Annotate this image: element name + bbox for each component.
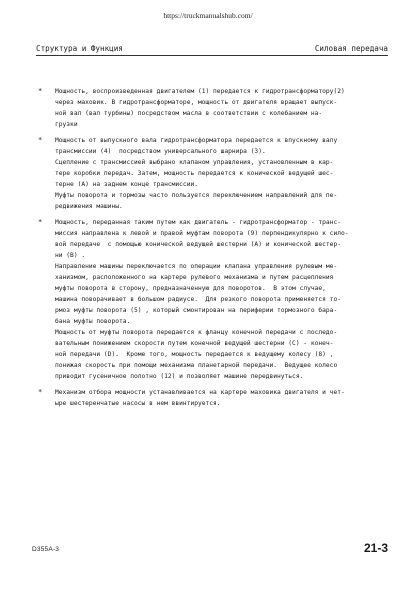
paragraph [0,135,416,212]
bullet-asterisk-icon: * [38,136,43,144]
header-divider [36,55,388,56]
text-line: трансмиссии (4) посредством универсального шарнира (3). [55,148,266,155]
text-line: ной передачи (D). Кроме того, мощность передается к ведущему колесу (8) , [55,351,334,358]
text-line: через маховик. В гидротрансформаторе, мощность от двигателя вращает выпуск- [55,99,338,106]
paragraph [0,217,416,382]
text-line: миссия направлена к левой и правой муфтам поворота (9) перпендикулярно к сило- [55,230,349,237]
text-line: Мощность, переданная таким путем как двигатель - гидротрансформатор - транс- [55,219,341,226]
text-line: терне (A) на заднем конце трансмиссии. [55,181,198,188]
text-line: приводит гусеничное полотно (12) и позволяет машине передвинуться. [55,373,304,380]
text-line: Мощность от выпускного вала гидротрансформатора передается к впускному валу [55,137,338,144]
text-line: ыре шестеренчатые насосы в нем ввинтируется. [55,400,221,407]
paragraph [0,387,416,409]
bullet-asterisk-icon: * [38,87,43,95]
text-line: редвижения машины. [55,203,123,210]
text-line: Механизм отбора мощности устанавливается на картере маховика двигателя и чет- [55,389,345,396]
text-line: ханизмом, расположенного на картере рулевого механизма и путем расцепления [55,274,334,281]
page-header [36,44,388,53]
bullet-asterisk-icon: * [38,218,43,226]
bullet-asterisk-icon: * [38,388,43,396]
text-line: тере коробки передач. Затем, мощность передается к конической ведущей шес- [55,170,334,177]
text-line: ни (B) . [55,252,86,259]
text-line: машина поворачивает в большом радиусе. Для резкого поворота применяется то- [55,296,341,303]
paragraph [0,86,416,130]
text-line: Мощность от муфты поворота передается к фланцу конечной передачи с последо- [55,329,338,336]
header-chapter-title: Силовая передача [314,44,388,53]
text-line: рмоз муфты поворота (5) , который смонтирован на периферии тормозного бара- [55,307,338,314]
text-line: вой передаче с помощью конической ведущей шестерни (A) и конической шестер- [55,241,341,248]
text-line: вательным понижением скорости путем конечной ведущей шестерни (C) - конеч- [55,340,334,347]
footer-page-number: 21-3 [363,541,388,555]
text-line: ной вал (вал турбины) посредством масла в соответствии с колебанием на- [55,110,323,117]
text-line: бана муфты поворота. [55,318,131,325]
text-line: Направление машины переключается по операции клапана управления рулевым ме- [55,263,338,270]
text-line: понижая скорость при помощи механизма планетарной передачи. Ведущее колесо [55,362,338,369]
header-section-title: Структура и Функция [36,44,123,53]
text-line: Муфты поворота и тормозы часто пользуется переключением направлений для пе- [55,192,338,199]
text-line: грузки [55,121,78,128]
footer-model: D355A-3 [32,546,60,553]
text-line: Мощность, воспроизведенная двигателем (1) передается к гидротрансформатору(2) [55,88,345,95]
source-url: https://truckmanualshub.com/ [163,11,253,20]
text-line: муфты поворота в сторону, предназначенную для поворотов. В этом случае, [55,285,326,292]
text-line: Сцепление с трансмиссией выбрано клапаном управления, установленным в кар- [55,159,334,166]
document-body [0,86,416,414]
